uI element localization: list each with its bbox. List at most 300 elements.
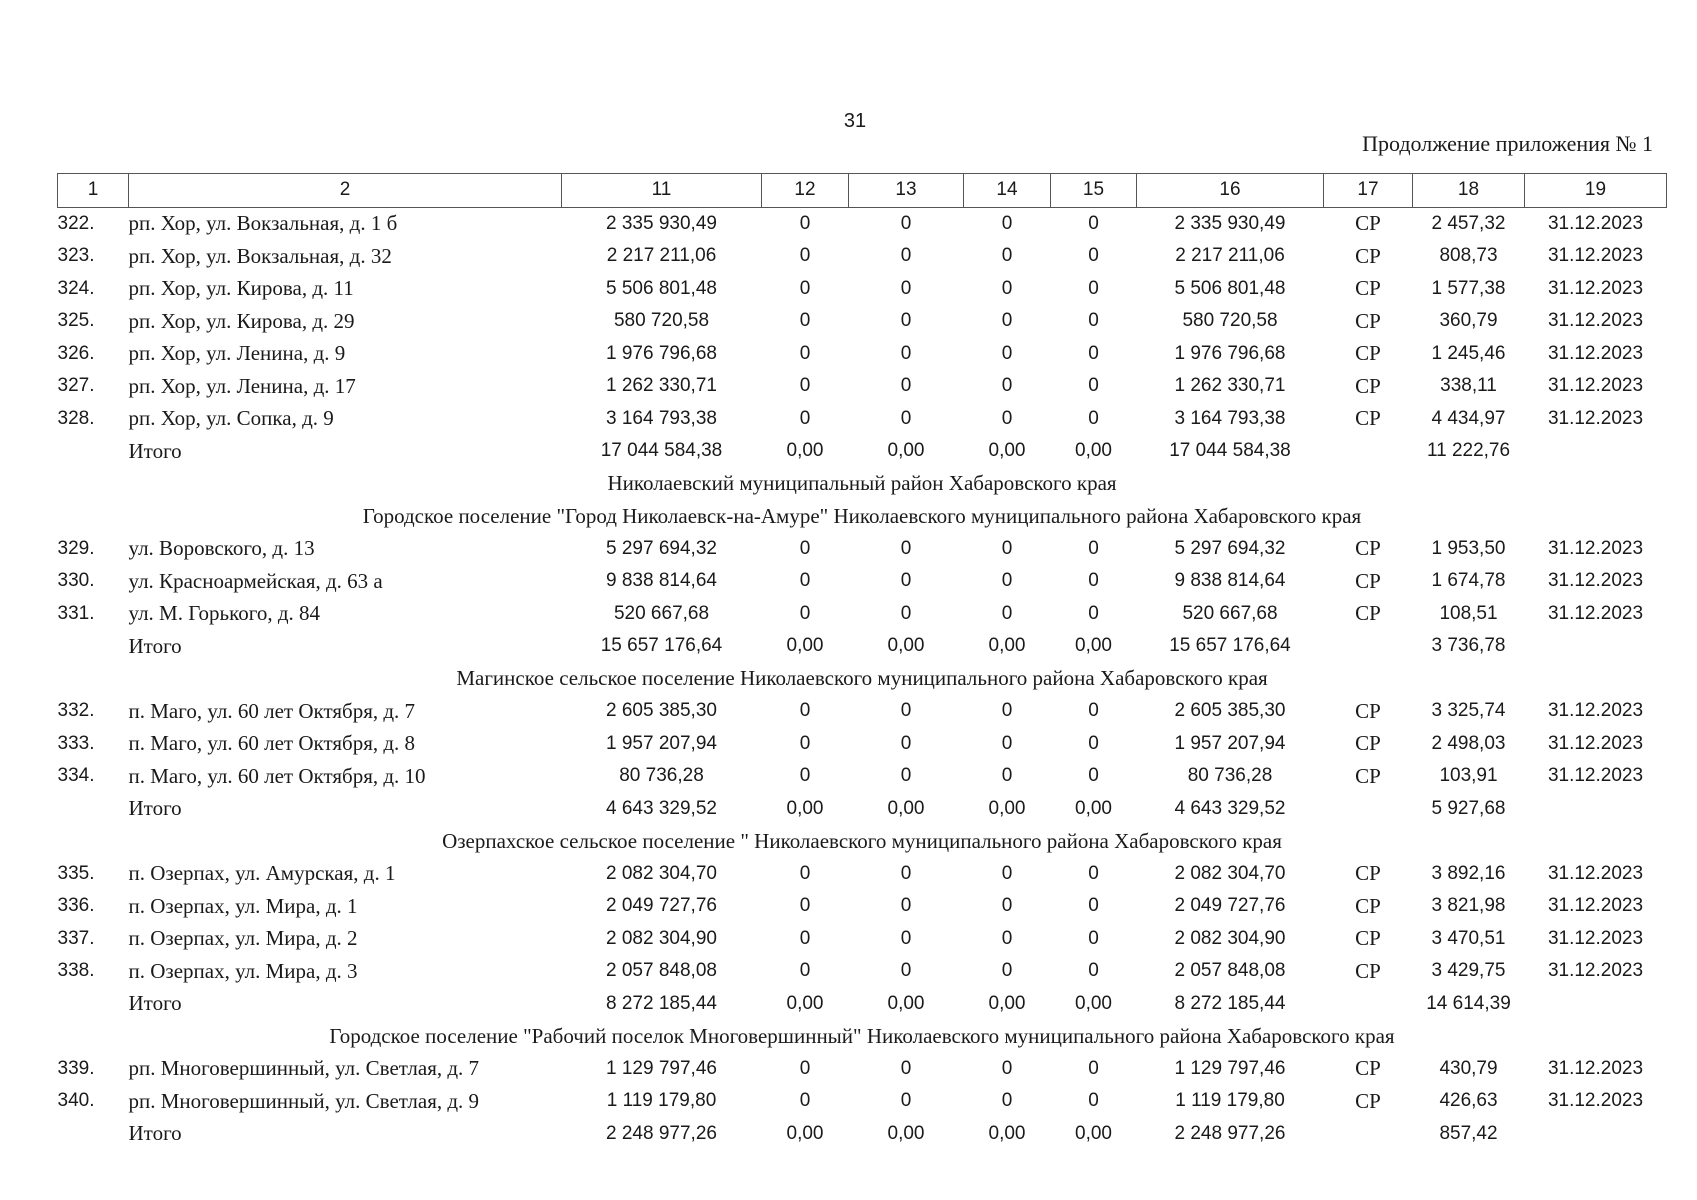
col-18-value: 3 892,16 (1431, 862, 1506, 884)
address: п. Маго, ул. 60 лет Октября, д. 8 (128, 731, 416, 756)
col-16-value: 2 057 848,08 (1174, 960, 1286, 982)
col-17-value: СР (1355, 373, 1381, 398)
total-label: Итого (128, 633, 182, 658)
header-cell: 1 (58, 174, 129, 208)
col-13-value: 0 (900, 277, 912, 299)
col-15-value: 0 (1088, 700, 1099, 722)
col-13-value: 0 (900, 342, 912, 364)
row-number: 333. (57, 732, 95, 754)
col-16-value: 2 082 304,70 (1174, 862, 1286, 884)
total-col-15: 0,00 (1075, 992, 1112, 1014)
total-blank (1525, 793, 1667, 826)
table-row (58, 240, 1667, 273)
col-17-value: СР (1355, 568, 1381, 593)
table-row (58, 1053, 1667, 1086)
col-11-value: 2 049 727,76 (606, 895, 717, 917)
row-number: 327. (57, 375, 95, 397)
col-14-value: 0 (1001, 537, 1013, 559)
total-blank (1324, 988, 1413, 1021)
total-blank (1525, 988, 1667, 1021)
total-row (58, 988, 1667, 1021)
row-number: 334. (57, 765, 95, 787)
col-19-value: 31.12.2023 (1547, 927, 1644, 949)
total-col-12: 0,00 (786, 992, 824, 1014)
header-cell: 11 (562, 174, 762, 208)
table-row (58, 565, 1667, 598)
total-col-16: 4 643 329,52 (1174, 797, 1286, 819)
col-15-value: 0 (1088, 602, 1099, 624)
col-19-value: 31.12.2023 (1547, 245, 1644, 267)
col-14-value: 0 (1001, 277, 1013, 299)
col-15-value: 0 (1088, 765, 1099, 787)
total-col-12: 0,00 (786, 797, 824, 819)
col-18-value: 3 470,51 (1431, 927, 1506, 949)
col-18-value: 4 434,97 (1431, 407, 1506, 429)
col-14-value: 0 (1001, 927, 1013, 949)
total-col-16: 15 657 176,64 (1169, 635, 1291, 657)
col-14-value: 0 (1001, 212, 1013, 234)
col-11-value: 580 720,58 (613, 310, 710, 332)
col-15-value: 0 (1088, 342, 1099, 364)
col-12-value: 0 (799, 602, 811, 624)
address: рп. Хор, ул. Ленина, д. 17 (128, 373, 356, 398)
address: ул. Красноармейская, д. 63 а (128, 568, 383, 593)
col-15-value: 0 (1088, 1090, 1099, 1112)
col-19-value: 31.12.2023 (1547, 537, 1644, 559)
col-19-value: 31.12.2023 (1547, 1090, 1644, 1112)
table-row (58, 858, 1667, 891)
col-12-value: 0 (799, 277, 811, 299)
col-19-value: 31.12.2023 (1547, 342, 1644, 364)
address: рп. Хор, ул. Вокзальная, д. 32 (128, 243, 392, 268)
col-18-value: 426,63 (1439, 1090, 1498, 1112)
col-17-value: СР (1355, 926, 1381, 951)
header-cell: 14 (964, 174, 1051, 208)
col-16-value: 520 667,68 (1182, 602, 1278, 624)
col-18-value: 1 245,46 (1431, 342, 1506, 364)
total-blank (1324, 435, 1413, 468)
total-blank (1525, 1118, 1667, 1151)
col-13-value: 0 (900, 1090, 912, 1112)
table-row (58, 533, 1667, 566)
col-11-value: 1 976 796,68 (606, 342, 717, 364)
col-16-value: 1 129 797,46 (1174, 1057, 1286, 1079)
address: ул. М. Горького, д. 84 (128, 601, 321, 626)
col-16-value: 580 720,58 (1182, 310, 1278, 332)
col-16-value: 80 736,28 (1187, 765, 1273, 787)
total-blank (58, 1118, 129, 1151)
col-12-value: 0 (799, 732, 811, 754)
table-row (58, 955, 1667, 988)
col-18-value: 808,73 (1439, 245, 1498, 267)
header-cell: 17 (1324, 174, 1413, 208)
address: п. Озерпах, ул. Амурская, д. 1 (128, 861, 396, 886)
col-14-value: 0 (1001, 732, 1013, 754)
total-col-18: 3 736,78 (1431, 635, 1506, 657)
total-col-16: 17 044 584,38 (1169, 440, 1291, 462)
total-blank (58, 435, 129, 468)
total-col-18: 857,42 (1439, 1122, 1498, 1144)
col-13-value: 0 (900, 310, 912, 332)
total-col-16: 2 248 977,26 (1174, 1122, 1286, 1144)
col-13-value: 0 (900, 1057, 912, 1079)
col-12-value: 0 (799, 700, 811, 722)
col-13-value: 0 (900, 570, 912, 592)
total-blank (1324, 793, 1413, 826)
col-18-value: 1 674,78 (1431, 570, 1506, 592)
address: рп. Хор, ул. Ленина, д. 9 (128, 341, 346, 366)
section-title-row (58, 1020, 1667, 1053)
col-17-value: СР (1355, 698, 1381, 723)
total-col-13: 0,00 (887, 635, 925, 657)
col-18-value: 2 498,03 (1431, 732, 1506, 754)
col-17-value: СР (1355, 601, 1381, 626)
col-11-value: 1 129 797,46 (606, 1057, 717, 1079)
table-row (58, 207, 1667, 240)
col-16-value: 1 119 179,80 (1175, 1090, 1285, 1112)
col-14-value: 0 (1001, 310, 1013, 332)
total-col-13: 0,00 (887, 1122, 925, 1144)
total-row (58, 435, 1667, 468)
col-18-value: 1 953,50 (1431, 537, 1506, 559)
total-label: Итого (128, 1121, 182, 1146)
col-19-value: 31.12.2023 (1547, 407, 1644, 429)
section-title-row (58, 825, 1667, 858)
col-19-value: 31.12.2023 (1547, 570, 1644, 592)
col-12-value: 0 (799, 927, 811, 949)
col-11-value: 5 297 694,32 (606, 537, 717, 559)
row-number: 338. (57, 960, 95, 982)
col-18-value: 3 821,98 (1431, 895, 1506, 917)
total-col-18: 5 927,68 (1431, 797, 1506, 819)
address: рп. Хор, ул. Сопка, д. 9 (128, 406, 334, 431)
col-12-value: 0 (799, 310, 811, 332)
section-title-row (58, 468, 1667, 501)
col-17-value: СР (1355, 893, 1381, 918)
row-number: 340. (57, 1090, 95, 1112)
col-12-value: 0 (799, 407, 811, 429)
col-18-value: 430,79 (1439, 1057, 1498, 1079)
col-16-value: 1 957 207,94 (1174, 732, 1286, 754)
row-number: 323. (57, 245, 95, 267)
col-11-value: 520 667,68 (613, 602, 710, 624)
total-col-14: 0,00 (988, 992, 1026, 1014)
col-19-value: 31.12.2023 (1547, 212, 1644, 234)
col-12-value: 0 (799, 1057, 811, 1079)
row-number: 330. (57, 570, 95, 592)
address: п. Маго, ул. 60 лет Октября, д. 7 (128, 698, 416, 723)
section-title: Озерпахское сельское поселение " Николаевского муниципального района Хабаровского края (442, 828, 1282, 853)
row-number: 325. (57, 310, 95, 332)
col-12-value: 0 (799, 212, 811, 234)
address: п. Озерпах, ул. Мира, д. 1 (128, 893, 358, 918)
total-blank (1525, 435, 1667, 468)
table-row (58, 890, 1667, 923)
section-title: Городское поселение "Рабочий поселок Многовершинный" Николаевского муниципального района Хабаровского края (329, 1023, 1395, 1048)
col-13-value: 0 (900, 732, 912, 754)
col-11-value: 2 082 304,90 (606, 927, 717, 949)
total-col-18: 11 222,76 (1426, 440, 1511, 462)
col-13-value: 0 (900, 537, 912, 559)
col-19-value: 31.12.2023 (1547, 602, 1644, 624)
address: рп. Хор, ул. Кирова, д. 11 (128, 276, 354, 301)
col-16-value: 2 082 304,90 (1174, 927, 1286, 949)
address: рп. Хор, ул. Вокзальная, д. 1 б (128, 211, 398, 236)
col-14-value: 0 (1001, 895, 1013, 917)
header-cell: 15 (1051, 174, 1137, 208)
total-col-12: 0,00 (786, 635, 824, 657)
total-blank (1525, 630, 1667, 663)
row-number: 339. (57, 1057, 95, 1079)
col-13-value: 0 (900, 862, 912, 884)
table-row (58, 338, 1667, 371)
col-14-value: 0 (1001, 1057, 1013, 1079)
col-18-value: 103,91 (1439, 765, 1498, 787)
row-number: 328. (57, 407, 95, 429)
col-15-value: 0 (1088, 537, 1099, 559)
col-12-value: 0 (799, 537, 811, 559)
col-15-value: 0 (1088, 960, 1099, 982)
col-15-value: 0 (1088, 927, 1099, 949)
col-12-value: 0 (799, 765, 811, 787)
col-12-value: 0 (799, 960, 811, 982)
col-12-value: 0 (799, 862, 811, 884)
row-number: 329. (57, 537, 95, 559)
col-15-value: 0 (1088, 245, 1099, 267)
col-15-value: 0 (1088, 1057, 1099, 1079)
col-17-value: СР (1355, 211, 1381, 236)
col-11-value: 1 119 179,80 (606, 1090, 717, 1112)
col-16-value: 5 297 694,32 (1174, 537, 1286, 559)
col-13-value: 0 (900, 765, 912, 787)
col-11-value: 2 335 930,49 (606, 212, 717, 234)
col-13-value: 0 (900, 212, 912, 234)
table-header (58, 174, 1667, 208)
col-11-value: 80 736,28 (619, 765, 704, 787)
col-19-value: 31.12.2023 (1547, 960, 1644, 982)
col-13-value: 0 (900, 245, 912, 267)
section-title: Николаевский муниципальный район Хабаровского края (607, 471, 1117, 496)
total-row (58, 793, 1667, 826)
appendix-continuation-note: Продолжение приложения № 1 (1362, 131, 1653, 156)
col-14-value: 0 (1001, 862, 1013, 884)
col-17-value: СР (1355, 308, 1381, 333)
col-11-value: 1 957 207,94 (606, 732, 717, 754)
col-15-value: 0 (1088, 212, 1099, 234)
total-label: Итого (128, 796, 182, 821)
total-col-15: 0,00 (1075, 440, 1112, 462)
col-11-value: 1 262 330,71 (606, 375, 717, 397)
section-title: Магинское сельское поселение Николаевского муниципального района Хабаровского края (456, 666, 1268, 691)
table-row (58, 728, 1667, 761)
col-18-value: 1 577,38 (1431, 277, 1506, 299)
table-row (58, 273, 1667, 306)
col-18-value: 338,11 (1440, 375, 1497, 397)
row-number: 332. (57, 700, 95, 722)
col-14-value: 0 (1001, 700, 1013, 722)
col-17-value: СР (1355, 1056, 1381, 1081)
col-14-value: 0 (1001, 375, 1013, 397)
address: п. Озерпах, ул. Мира, д. 3 (128, 958, 358, 983)
col-17-value: СР (1355, 958, 1381, 983)
col-18-value: 360,79 (1439, 310, 1498, 332)
col-17-value: СР (1355, 536, 1381, 561)
row-number: 336. (57, 895, 95, 917)
total-col-11: 15 657 176,64 (600, 635, 723, 657)
total-blank (1324, 630, 1413, 663)
col-19-value: 31.12.2023 (1547, 1057, 1644, 1079)
col-17-value: СР (1355, 406, 1381, 431)
col-14-value: 0 (1001, 570, 1013, 592)
table-body (58, 207, 1667, 1150)
col-13-value: 0 (900, 927, 912, 949)
data-table (57, 173, 1667, 1150)
total-col-14: 0,00 (988, 797, 1026, 819)
row-number: 326. (57, 342, 95, 364)
table-row (58, 403, 1667, 436)
address: рп. Хор, ул. Кирова, д. 29 (128, 308, 355, 333)
col-17-value: СР (1355, 763, 1381, 788)
col-11-value: 2 605 385,30 (606, 700, 717, 722)
header-cell: 2 (129, 174, 562, 208)
section-title-row (58, 663, 1667, 696)
row-number: 337. (57, 927, 95, 949)
total-col-14: 0,00 (988, 440, 1026, 462)
total-col-11: 4 643 329,52 (606, 797, 717, 819)
section-subtitle-row (58, 500, 1667, 533)
col-11-value: 2 057 848,08 (606, 960, 717, 982)
col-15-value: 0 (1088, 310, 1099, 332)
table-row (58, 760, 1667, 793)
col-16-value: 1 976 796,68 (1174, 342, 1286, 364)
header-row (58, 174, 1667, 208)
col-13-value: 0 (900, 407, 912, 429)
address: п. Маго, ул. 60 лет Октября, д. 10 (128, 763, 426, 788)
col-17-value: СР (1355, 341, 1381, 366)
col-19-value: 31.12.2023 (1547, 375, 1644, 397)
total-blank (1324, 1118, 1413, 1151)
col-13-value: 0 (900, 895, 912, 917)
total-row (58, 1118, 1667, 1151)
col-12-value: 0 (799, 1090, 811, 1112)
row-number: 322. (57, 212, 95, 234)
total-col-14: 0,00 (988, 1122, 1026, 1144)
address: п. Озерпах, ул. Мира, д. 2 (128, 926, 358, 951)
col-13-value: 0 (900, 602, 912, 624)
total-row (58, 630, 1667, 663)
col-12-value: 0 (799, 570, 811, 592)
total-blank (58, 793, 129, 826)
total-col-16: 8 272 185,44 (1174, 992, 1286, 1014)
col-11-value: 9 838 814,64 (606, 570, 717, 592)
total-blank (58, 630, 129, 663)
total-col-13: 0,00 (887, 440, 925, 462)
col-11-value: 2 082 304,70 (606, 862, 717, 884)
col-19-value: 31.12.2023 (1547, 277, 1644, 299)
col-18-value: 2 457,32 (1431, 212, 1506, 234)
col-19-value: 31.12.2023 (1547, 765, 1644, 787)
total-col-12: 0,00 (786, 1122, 824, 1144)
col-19-value: 31.12.2023 (1547, 732, 1644, 754)
col-17-value: СР (1355, 276, 1381, 301)
total-label: Итого (128, 438, 182, 463)
col-12-value: 0 (799, 245, 811, 267)
row-number: 335. (57, 862, 95, 884)
col-12-value: 0 (799, 375, 811, 397)
table-row (58, 695, 1667, 728)
col-15-value: 0 (1088, 277, 1099, 299)
table-row (58, 1085, 1667, 1118)
total-col-12: 0,00 (786, 440, 824, 462)
table-row (58, 305, 1667, 338)
col-11-value: 2 217 211,06 (606, 245, 717, 267)
col-16-value: 5 506 801,48 (1174, 277, 1286, 299)
header-cell: 18 (1413, 174, 1525, 208)
col-19-value: 31.12.2023 (1547, 895, 1644, 917)
col-16-value: 9 838 814,64 (1174, 570, 1286, 592)
header-cell: 13 (849, 174, 964, 208)
total-col-14: 0,00 (988, 635, 1026, 657)
col-12-value: 0 (799, 342, 811, 364)
col-15-value: 0 (1088, 570, 1099, 592)
col-15-value: 0 (1088, 732, 1099, 754)
total-blank (58, 988, 129, 1021)
total-col-13: 0,00 (887, 992, 925, 1014)
col-15-value: 0 (1088, 407, 1099, 429)
col-19-value: 31.12.2023 (1547, 862, 1644, 884)
col-14-value: 0 (1001, 342, 1013, 364)
table-row (58, 923, 1667, 956)
col-15-value: 0 (1088, 862, 1099, 884)
col-14-value: 0 (1001, 765, 1013, 787)
col-14-value: 0 (1001, 245, 1013, 267)
col-11-value: 3 164 793,38 (606, 407, 717, 429)
total-col-13: 0,00 (887, 797, 925, 819)
total-col-15: 0,00 (1075, 797, 1112, 819)
col-17-value: СР (1355, 861, 1381, 886)
col-13-value: 0 (900, 700, 912, 722)
row-number: 331. (57, 602, 95, 624)
col-17-value: СР (1355, 731, 1381, 756)
header-cell: 12 (762, 174, 849, 208)
section-subtitle: Городское поселение "Город Николаевск-на-Амуре" Николаевского муниципального района Хабаровского края (362, 503, 1362, 528)
col-18-value: 3 325,74 (1431, 700, 1506, 722)
total-col-18: 14 614,39 (1426, 992, 1511, 1014)
col-16-value: 2 605 385,30 (1174, 700, 1286, 722)
col-19-value: 31.12.2023 (1547, 700, 1644, 722)
total-col-11: 2 248 977,26 (606, 1122, 717, 1144)
col-17-value: СР (1355, 243, 1381, 268)
col-14-value: 0 (1001, 960, 1013, 982)
address: рп. Многовершинный, ул. Светлая, д. 7 (128, 1056, 480, 1081)
total-col-15: 0,00 (1075, 1122, 1112, 1144)
col-13-value: 0 (900, 375, 912, 397)
col-16-value: 2 335 930,49 (1174, 212, 1286, 234)
address: ул. Воровского, д. 13 (128, 536, 315, 561)
col-15-value: 0 (1088, 895, 1099, 917)
table-row (58, 370, 1667, 403)
col-16-value: 2 049 727,76 (1174, 895, 1286, 917)
page-number: 31 (843, 110, 867, 132)
col-11-value: 5 506 801,48 (606, 277, 717, 299)
col-16-value: 3 164 793,38 (1174, 407, 1286, 429)
col-18-value: 108,51 (1439, 602, 1498, 624)
address: рп. Многовершинный, ул. Светлая, д. 9 (128, 1088, 480, 1113)
col-12-value: 0 (799, 895, 811, 917)
col-15-value: 0 (1088, 375, 1099, 397)
header-cell: 19 (1525, 174, 1667, 208)
total-label: Итого (128, 991, 182, 1016)
